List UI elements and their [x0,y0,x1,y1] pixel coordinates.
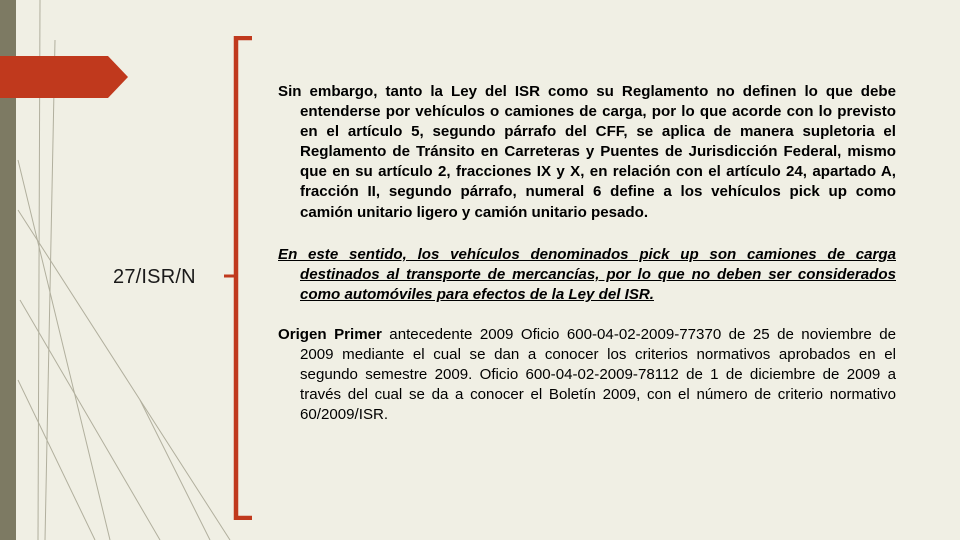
paragraph-conclusion: En este sentido, los vehículos denominados pick up son camiones de carga destinados al transporte de mercancías, por lo que no deben ser considerados como automóviles para efectos de la Ley del ISR. [278,245,896,303]
content-text-block [278,82,896,425]
left-bracket-divider [224,36,256,520]
red-arrow-banner [0,56,128,98]
paragraph-definition: Sin embargo, tanto la Ley del ISR como su Reglamento no definen lo que debe entenderse por vehículos o camiones de carga, por lo que acorde con lo previsto en el artículo 5, segundo párrafo del CFF, se aplica de manera supletoria el Reglamento de Tránsito en Carreteras y Puentes de Jurisdicción Federal, mismo que en su artículo 2, fracciones IX y X, en relación con el artículo 24, apartado A, fracción II, segundo párrafo, numeral 6 define a los vehículos pick up como camión unitario ligero y camión unitario pesado. [278,83,896,221]
criterion-code-label: 27/ISR/N [113,266,196,288]
origin-text: antecedente 2009 Oficio 600-04-02-2009-77370 de 25 de noviembre de 2009 mediante el cual se dan a conocer los criterios normativos aprobados en el segundo semestre 2009. Oficio 600-04-02-2009-78112 de 1 de diciembre de 2009 a través del cual se da a conocer el Boletín 2009, con el número de criterio normativo 60/2009/ISR. [300,325,896,424]
paragraph-origin [278,325,896,425]
origin-lead: Origen Primer [278,325,382,343]
